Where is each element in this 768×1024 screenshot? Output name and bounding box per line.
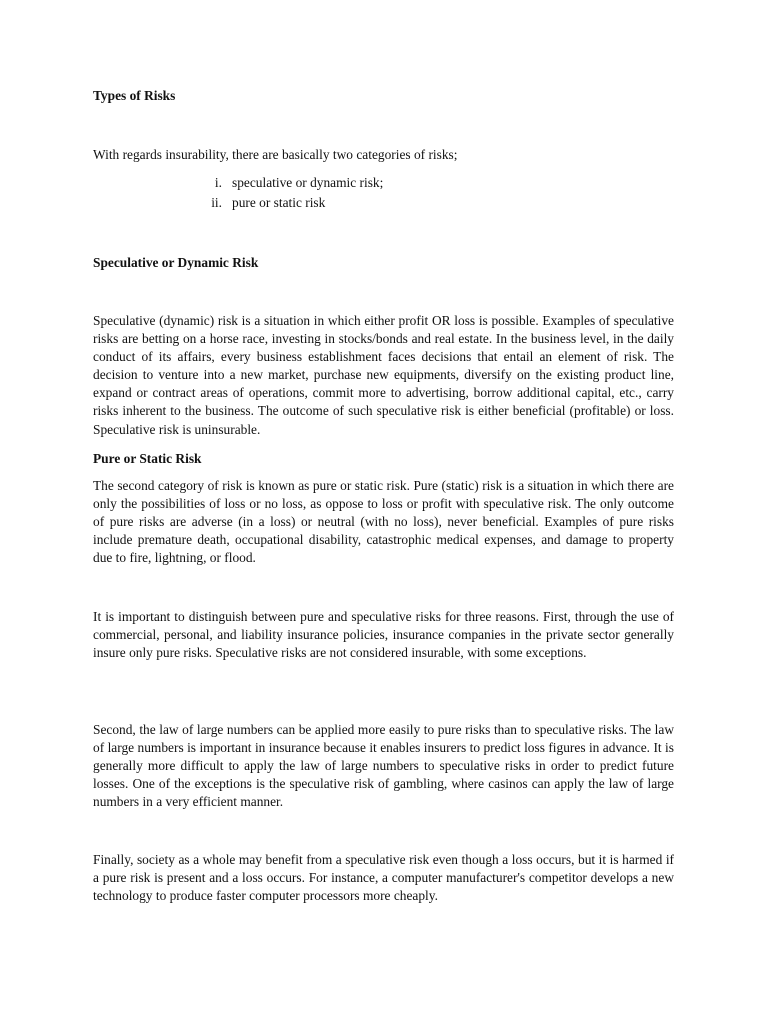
paragraph-second-reason: Second, the law of large numbers can be applied more easily to pure risks than to speculative risks. The law of large numbers is important in insurance because it enables insurers to predict loss figures in advance. It is generally more difficult to apply the law of large numbers to speculative risks in order to predict future losses. One of the exceptions is the speculative risk of gambling, where casinos can apply the law of large numbers in a very efficient manner. xyxy=(93,722,674,810)
list-item-number: ii. xyxy=(211,195,222,210)
intro-paragraph: With regards insurability, there are basically two categories of risks; xyxy=(93,147,458,162)
paragraph-distinguish: It is important to distinguish between pure and speculative risks for three reasons. First, through the use of commercial, personal, and liability insurance policies, insurance companies in the private sector generally insure only pure risks. Speculative risks are not considered insurable, with some exceptions. xyxy=(93,609,674,661)
list-item-text: pure or static risk xyxy=(232,195,326,210)
paragraph-third-reason: Finally, society as a whole may benefit from a speculative risk even though a loss occurs, but it is harmed if a pure risk is present and a loss occurs. For instance, a computer manufacturer's competitor develops a new technology to produce faster computer processors more cheaply. xyxy=(93,852,674,904)
list-item-number: i. xyxy=(214,175,222,190)
paragraph-speculative: Speculative (dynamic) risk is a situation in which either profit OR loss is possible. Examples of speculative risks are betting on a horse race, investing in stocks/bonds and real estate. In the business level, in the daily conduct of its affairs, every business establishment faces decisions that entail an element of risk. The decision to venture into a new market, purchase new equipments, diversify on the existing product line, expand or contract areas of operations, commit more to advertising, borrow additional capital, etc., carry risks inherent to the business. The outcome of such speculative risk is either beneficial (profitable) or loss. Speculative risk is uninsurable. xyxy=(93,313,674,437)
heading-types-of-risks: Types of Risks xyxy=(93,88,176,103)
paragraph-pure: The second category of risk is known as pure or static risk. Pure (static) risk is a situation in which there are only the possibilities of loss or no loss, as oppose to loss or profit with speculative risk. The only outcome of pure risks are adverse (in a loss) or neutral (with no loss), never beneficial. Examples of pure risks include premature death, occupational disability, catastrophic medical expenses, and damage to property due to fire, lightning, or flood. xyxy=(93,478,674,566)
heading-speculative-risk: Speculative or Dynamic Risk xyxy=(93,255,259,270)
heading-pure-risk: Pure or Static Risk xyxy=(93,451,202,466)
list-item-text: speculative or dynamic risk; xyxy=(232,175,384,190)
